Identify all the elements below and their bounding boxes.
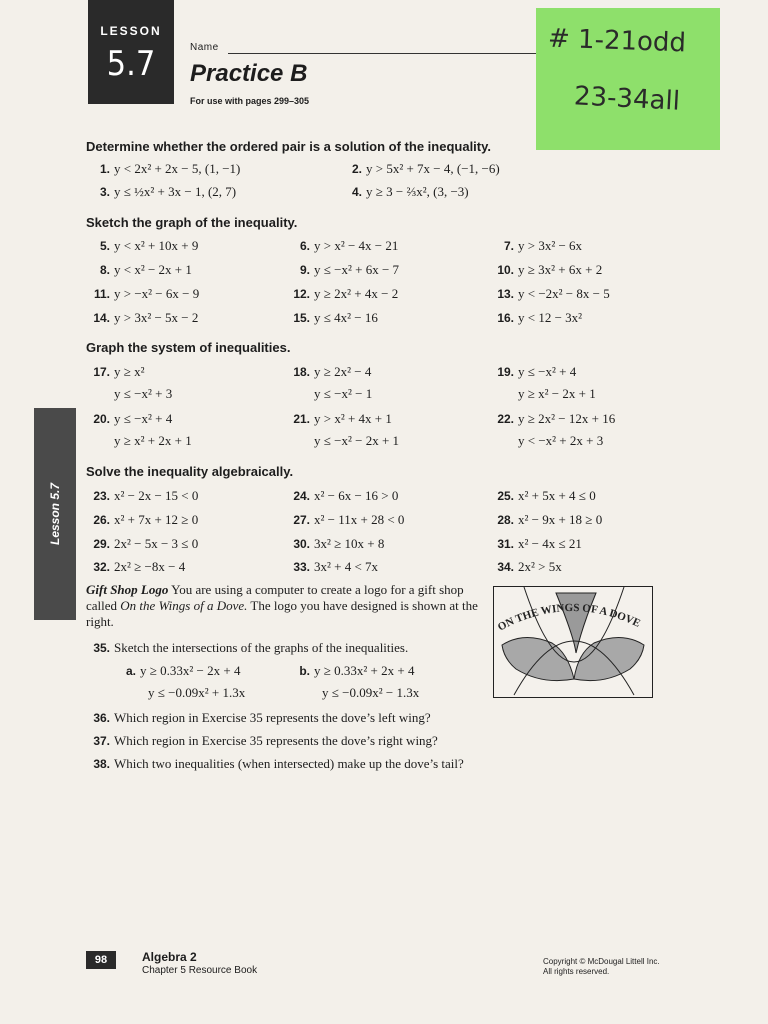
- exercise-number: 17.: [93, 365, 110, 379]
- exercise-text: y > 3x² − 6x: [518, 238, 583, 253]
- exercise-number: 25.: [497, 489, 514, 503]
- exercise-text: y < −2x² − 8x − 5: [518, 286, 610, 301]
- lesson-side-tab: [34, 408, 76, 620]
- exercise-30: [286, 536, 384, 552]
- exercise-34: [490, 559, 562, 575]
- exercise-text: y ≥ 2x² − 4: [314, 364, 372, 379]
- exercise-text: y > x² + 4x + 1: [314, 411, 392, 426]
- exercise-number: 27.: [293, 513, 310, 527]
- exercise-20: [86, 411, 192, 449]
- sticky-note: [536, 8, 720, 150]
- exercise-9: [286, 262, 399, 278]
- exercise-text-line-2: y ≤ −x² − 2x + 1: [314, 433, 400, 448]
- exercise-text: y < 2x² + 2x − 5, (1, −1): [114, 161, 241, 176]
- exercise-number: 29.: [93, 537, 110, 551]
- exercise-number: 26.: [93, 513, 110, 527]
- exercise-text: y ≥ 2x² + 4x − 2: [314, 286, 399, 301]
- exercise-number: 13.: [497, 287, 514, 301]
- exercise-number: 4.: [351, 185, 362, 199]
- lesson-badge: [88, 0, 174, 104]
- exercise-number: 19.: [497, 365, 514, 379]
- exercise-35a: [112, 663, 245, 701]
- exercise-number: 15.: [293, 311, 310, 325]
- exercise-text: y < x² − 2x + 1: [114, 262, 192, 277]
- exercise-25: [490, 488, 596, 504]
- exercise-24: [286, 488, 398, 504]
- exercise-text: y ≤ −x² + 4: [114, 411, 173, 426]
- exercise-35: [86, 640, 408, 656]
- exercise-3: [86, 184, 236, 200]
- exercise-36: [86, 710, 431, 726]
- exercise-28: [490, 512, 602, 528]
- exercise-number: 8.: [99, 263, 110, 277]
- exercise-29: [86, 536, 198, 552]
- exercise-23: [86, 488, 198, 504]
- exercise-number: 22.: [497, 412, 514, 426]
- shop-name: On the Wings of a Dove.: [120, 598, 248, 613]
- exercise-text: y < x² + 10x + 9: [114, 238, 199, 253]
- exercise-2: [338, 161, 500, 177]
- exercise-22: [490, 411, 615, 449]
- exercise-text: x² − 11x + 28 < 0: [314, 512, 405, 527]
- exercise-text-line-2: y ≥ x² − 2x + 1: [518, 386, 596, 401]
- page-number: 98: [86, 951, 116, 969]
- exercise-number: 24.: [293, 489, 310, 503]
- lesson-label: LESSON: [100, 24, 162, 38]
- exercise-6: [286, 238, 398, 254]
- exercise-text: x² + 7x + 12 ≥ 0: [114, 512, 199, 527]
- exercise-text: y ≤ −x² + 4: [518, 364, 577, 379]
- exercise-text: y > 3x² − 5x − 2: [114, 310, 199, 325]
- exercise-32: [86, 559, 185, 575]
- exercise-number: 31.: [497, 537, 514, 551]
- exercise-text-line-2: y ≤ −x² + 3: [114, 386, 173, 401]
- exercise-number: 6.: [299, 239, 310, 253]
- note-line-2: 23-34all: [573, 81, 681, 117]
- exercise-text: y ≤ −x² + 6x − 7: [314, 262, 400, 277]
- exercise-text: Which region in Exercise 35 represents the dove’s right wing?: [114, 733, 438, 748]
- footer-title: Algebra 2: [142, 950, 197, 964]
- exercise-text: y ≥ 0.33x² + 2x + 4: [314, 663, 415, 678]
- exercise-number: 32.: [93, 560, 110, 574]
- exercise-33: [286, 559, 378, 575]
- exercise-number: 23.: [93, 489, 110, 503]
- name-label: Name: [190, 42, 219, 53]
- section-heading: Sketch the graph of the inequality.: [86, 215, 298, 230]
- section-heading: Graph the system of inequalities.: [86, 340, 291, 355]
- exercise-21: [286, 411, 399, 449]
- lesson-number: 5.7: [106, 44, 156, 84]
- dove-logo-drawing: [494, 587, 651, 696]
- exercise-text: Which region in Exercise 35 represents the dove’s left wing?: [114, 710, 431, 725]
- exercise-number: 7.: [503, 239, 514, 253]
- exercise-number: 5.: [99, 239, 110, 253]
- exercise-number: 35.: [93, 641, 110, 655]
- exercise-number: 18.: [293, 365, 310, 379]
- exercise-19: [490, 364, 596, 402]
- exercise-text: 2x² > 5x: [518, 559, 562, 574]
- section-heading: Solve the inequality algebraically.: [86, 464, 294, 479]
- exercise-18: [286, 364, 372, 402]
- exercise-11: [86, 286, 199, 302]
- exercise-37: [86, 733, 438, 749]
- exercise-8: [86, 262, 192, 278]
- copyright: [543, 957, 660, 977]
- exercise-16: [490, 310, 582, 326]
- dove-logo: [493, 586, 653, 698]
- exercise-text-line-2: y < −x² + 2x + 3: [518, 433, 604, 448]
- exercise-12: [286, 286, 398, 302]
- exercise-text: Sketch the intersections of the graphs of the inequalities.: [114, 640, 409, 655]
- exercise-text: y ≤ ½x² + 3x − 1, (2, 7): [114, 184, 237, 199]
- exercise-text: x² − 6x − 16 > 0: [314, 488, 399, 503]
- exercise-number: b.: [299, 664, 310, 678]
- copyright-line-2: All rights reserved.: [543, 967, 610, 976]
- exercise-5: [86, 238, 198, 254]
- exercise-text: 2x² − 5x − 3 ≤ 0: [114, 536, 199, 551]
- exercise-text-line-2: y ≤ −0.09x² + 1.3x: [148, 685, 246, 700]
- exercise-text: y ≤ 4x² − 16: [314, 310, 378, 325]
- exercise-text: 3x² + 4 < 7x: [314, 559, 379, 574]
- exercise-text: y ≥ 3 − ⅔x², (3, −3): [366, 184, 469, 199]
- exercise-text-line-2: y ≤ −x² − 1: [314, 386, 373, 401]
- exercise-text: x² + 5x + 4 ≤ 0: [518, 488, 596, 503]
- exercise-17: [86, 364, 172, 402]
- name-line: [228, 53, 540, 54]
- footer-subtitle: Chapter 5 Resource Book: [142, 965, 258, 976]
- copyright-line-1: Copyright © McDougal Littell Inc.: [543, 957, 660, 966]
- exercise-35b: [286, 663, 419, 701]
- exercise-38: [86, 756, 464, 772]
- exercise-10: [490, 262, 602, 278]
- exercise-number: a.: [125, 664, 136, 678]
- name-field[interactable]: [190, 42, 540, 56]
- side-tab-label: Lesson 5.7: [48, 482, 62, 546]
- exercise-number: 11.: [93, 287, 110, 301]
- exercise-text: y > x² − 4x − 21: [314, 238, 399, 253]
- exercise-number: 38.: [93, 757, 110, 771]
- exercise-text: y ≥ 2x² − 12x + 16: [518, 411, 616, 426]
- exercise-15: [286, 310, 378, 326]
- gift-shop-heading: Gift Shop Logo: [86, 582, 169, 597]
- exercise-4: [338, 184, 469, 200]
- exercise-text: y ≥ x²: [114, 364, 145, 379]
- dove-tail-region: [556, 593, 596, 653]
- exercise-text: y > 5x² + 7x − 4, (−1, −6): [366, 161, 500, 176]
- exercise-text: 3x² ≥ 10x + 8: [314, 536, 385, 551]
- exercise-number: 28.: [497, 513, 514, 527]
- exercise-text: x² − 9x + 18 ≥ 0: [518, 512, 603, 527]
- exercise-1: [86, 161, 240, 177]
- logo-text-path: ON THE WINGS OF A DOVE: [495, 601, 643, 634]
- exercise-number: 36.: [93, 711, 110, 725]
- exercise-number: 33.: [293, 560, 310, 574]
- exercise-number: 20.: [93, 412, 110, 426]
- exercise-text: x² − 2x − 15 < 0: [114, 488, 199, 503]
- exercise-number: 16.: [497, 311, 514, 325]
- exercise-14: [86, 310, 198, 326]
- gift-shop-text-1: You are using a computer to create a logo for a gift shop called: [86, 582, 464, 613]
- exercise-text: y < 12 − 3x²: [518, 310, 583, 325]
- exercise-13: [490, 286, 610, 302]
- page-title: Practice B: [190, 60, 308, 87]
- gift-shop-paragraph: [86, 582, 486, 630]
- exercise-26: [86, 512, 198, 528]
- exercise-text: y > −x² − 6x − 9: [114, 286, 200, 301]
- exercise-number: 1.: [99, 162, 110, 176]
- exercise-number: 30.: [293, 537, 310, 551]
- exercise-text: y ≥ 0.33x² − 2x + 4: [140, 663, 241, 678]
- exercise-7: [490, 238, 582, 254]
- gift-shop-text-2: The logo you have designed is shown at the right.: [86, 598, 478, 629]
- exercise-text: y ≥ 3x² + 6x + 2: [518, 262, 603, 277]
- exercise-number: 14.: [93, 311, 110, 325]
- exercise-number: 3.: [99, 185, 110, 199]
- exercise-number: 12.: [293, 287, 310, 301]
- note-line-1: # 1-21odd: [547, 23, 687, 59]
- exercise-text: x² − 4x ≤ 21: [518, 536, 582, 551]
- exercise-31: [490, 536, 582, 552]
- exercise-number: 37.: [93, 734, 110, 748]
- exercise-text-line-2: y ≥ x² + 2x + 1: [114, 433, 192, 448]
- exercise-number: 2.: [351, 162, 362, 176]
- exercise-text: 2x² ≥ −8x − 4: [114, 559, 186, 574]
- page-subtitle: For use with pages 299–305: [190, 96, 310, 106]
- exercise-text-line-2: y ≤ −0.09x² − 1.3x: [322, 685, 420, 700]
- exercise-number: 10.: [497, 263, 514, 277]
- exercise-text: Which two inequalities (when intersected) make up the dove’s tail?: [114, 756, 464, 771]
- exercise-number: 34.: [497, 560, 514, 574]
- section-heading: Determine whether the ordered pair is a solution of the inequality.: [86, 139, 491, 154]
- exercise-number: 9.: [299, 263, 310, 277]
- exercise-27: [286, 512, 404, 528]
- exercise-number: 21.: [293, 412, 310, 426]
